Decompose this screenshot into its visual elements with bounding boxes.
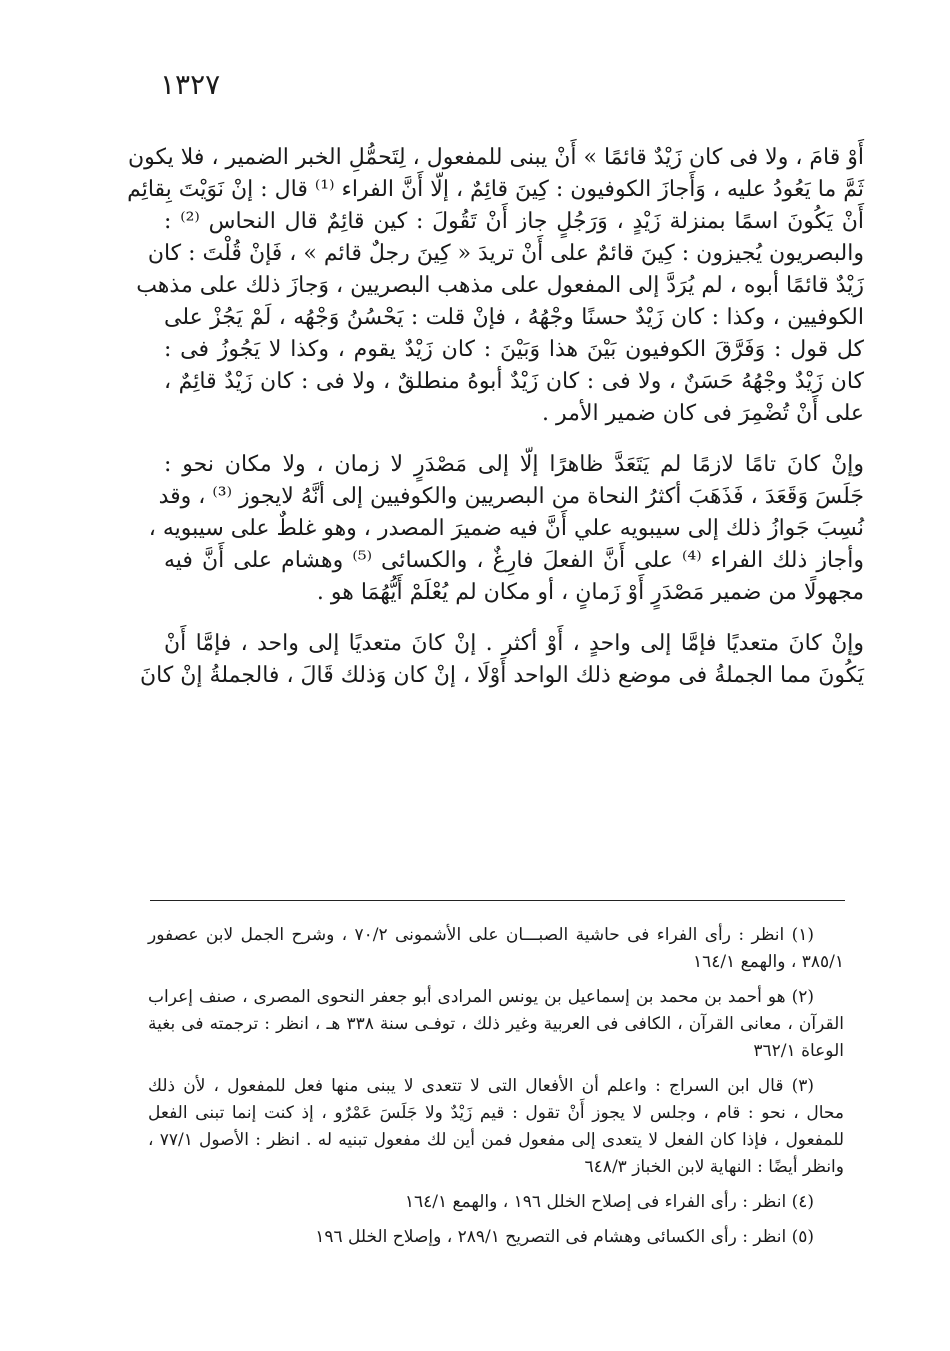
text-line: نُسِبَ جَوازُ ذلك إلى سيبويه علي أَنَّ فيه ضميرَ المصدر ، وهو غلطٌ على سيبويه ، (148, 516, 864, 541)
footnote-line: (٢) هو أحمد بن محمد بن إسماعيل بن يونس المرادى أبو جعفر النحوى المصرى ، صنف إعراب (148, 987, 814, 1007)
footnote-line: للمفعول ، فإذا كان الفعل لا يتعدى إلى مفعول فمن أين لك مفعول تبنيه له . انظر : الأصول ٧٧/١ ، (148, 1130, 845, 1150)
footnote-line: (٤) انظر : رأى الفراء فى إصلاح الخلل ١٩٦ ، والهمع ١٦٤/١ (404, 1192, 814, 1212)
footnote-line: محال ، نحو : قام ، وجلس لا يجوز أَنْ تقول : قيم زَيْدٌ ولا جَلَسَ عَمْرٌو ، إذ كنت إنما تبنى الفعل (148, 1103, 844, 1123)
text-line: ثَمَّ ما يَعُودُ عليه ، وَأَجازَ الكوفيون : كِينَ قائِمٌ ، إلّا أَنَّ الفراء ⁽¹⁾ قال : إنْ نَوَيْتَ بِقائِم (127, 177, 864, 202)
text-line: أَنْ يَكُونَ اسمًا بمنزلة زَيْدٍ ، وَرَجُلٍ جاز أَنْ تَقُولَ : كين قائِمٌ قال النحاس ⁽²⁾ : (164, 209, 864, 234)
page-number: ١٣٢٧ (160, 68, 221, 101)
text-line: كان زَيْدٌ وجْهُهُ حَسَنٌ ، ولا فى : كان زَيْدٌ أبوهُ منطلقٌ ، ولا فى : كان زَيْدٌ قائِمٌ ، (164, 369, 864, 394)
footnote-line: ٣٨٥/١ ، والهمع ١٦٤/١ (692, 952, 844, 972)
text-line: وإنْ كانَ تامًا لازمًا لم يَتَعَدَّ ظاهرًا إلّا إلى مَصْدَرٍ لا زمان ، ولا مكان نحو : (164, 452, 864, 477)
text-line: والبصريون يُجيزون : كِينَ قائمٌ على أَنْ تريدَ « كِينَ رجلٌ قائم » ، فَإنْ قُلْتَ : كان (147, 241, 864, 266)
footnote-line: (٣) قال ابن السراج : واعلم أن الأفعال التى لا تتعدى لا يبنى منها فعل للمفعول ، لأن ذلك (148, 1076, 814, 1096)
text-line: وأجاز ذلك الفراء ⁽⁴⁾ على أَنَّ الفعلَ فارِغٌ ، والكسائى ⁽⁵⁾ وهشام على أَنَّ فيه (164, 548, 864, 573)
main-text (127, 142, 864, 692)
footnote-line: (٥) انظر : رأى الكسائى وهشام فى التصريح ٢٨٩/١ ، وإصلاح الخلل ١٩٦ (315, 1227, 814, 1247)
footnote-gap (148, 1065, 844, 1073)
paragraph-gap (164, 430, 864, 449)
footnote-line: وانظر أيضًا : النهاية لابن الخباز ٦٤٨/٣ (584, 1157, 844, 1177)
text-line: كل قول : وَفَرَّقَ الكوفيون بَيْنَ هذا وَبَيْنَ : كان زَيْدٌ يقوم ، وكذا لا يَجُوزُ فى : (164, 337, 864, 362)
footnote-line: (١) انظر : رأى الفراء فى حاشية الصبـــان على الأشمونى ٧٠/٢ ، وشرح الجمل لابن عصفور (148, 925, 814, 945)
footnote-gap (148, 976, 844, 984)
footnote-line: القرآن ، معانى القرآن ، الكافى فى العربية وغير ذلك ، توفـى سنة ٣٣٨ هـ ، انظر : ترجمته فى بغية (148, 1014, 845, 1034)
text-line: وإنْ كانَ متعديًا فإمَّا إلى واحدٍ ، أَوْ أكثر . إنْ كانَ متعديًا إلى واحد ، فإمَّا أَنْ (164, 631, 864, 656)
text-line: على أَنْ تُضْمِرَ فى كان ضمير الأمر . (542, 401, 864, 426)
footnotes (148, 922, 844, 1251)
footnote-gap (148, 1216, 844, 1224)
text-line: مجهولًا من ضمير مَصْدَرٍ أَوْ زَمانٍ ، أو مكان لم يُعْلَمْ أَيُّهُمَا هو . (316, 580, 864, 605)
footnote-separator (150, 900, 845, 901)
text-line: زَيْدٌ قائمًا أبوه ، لم يُرَدَّ إلى المفعول على مذهب البصريين ، وَجازَ ذلك على مذهب (136, 273, 864, 298)
text-line: أَوْ قامَ ، ولا فى كان زَيْدٌ قائمًا » أَنْ يبنى للمفعول ، لِتَحمُّلِ الخبر الضمير ، فلا يكون (128, 145, 864, 170)
paragraph-gap (164, 609, 864, 628)
footnote-gap (148, 1181, 844, 1189)
footnote-line: الوعاة ٣٦٢/١ (753, 1041, 844, 1061)
text-line: جَلَسَ وَقَعَدَ ، فَذَهَبَ أكثرُ النحاة من البصريين والكوفيين إلى أنَّهُ لايجوز ⁽³⁾ ، وقد (158, 484, 864, 509)
text-line: الكوفيين ، وكذا : كان زَيْدٌ حسنًا وجْهُهُ ، فإنْ قلت : يَحْسُنُ وَجْهُه ، لَمْ يَجُزْ على (164, 305, 864, 330)
text-line: يَكُونَ مما الجملةُ فى موضع ذلك الواحد أَوْلَا ، إنْ كان وَذلك قَالَ ، فالجملةُ إنْ كانَ (139, 663, 864, 688)
